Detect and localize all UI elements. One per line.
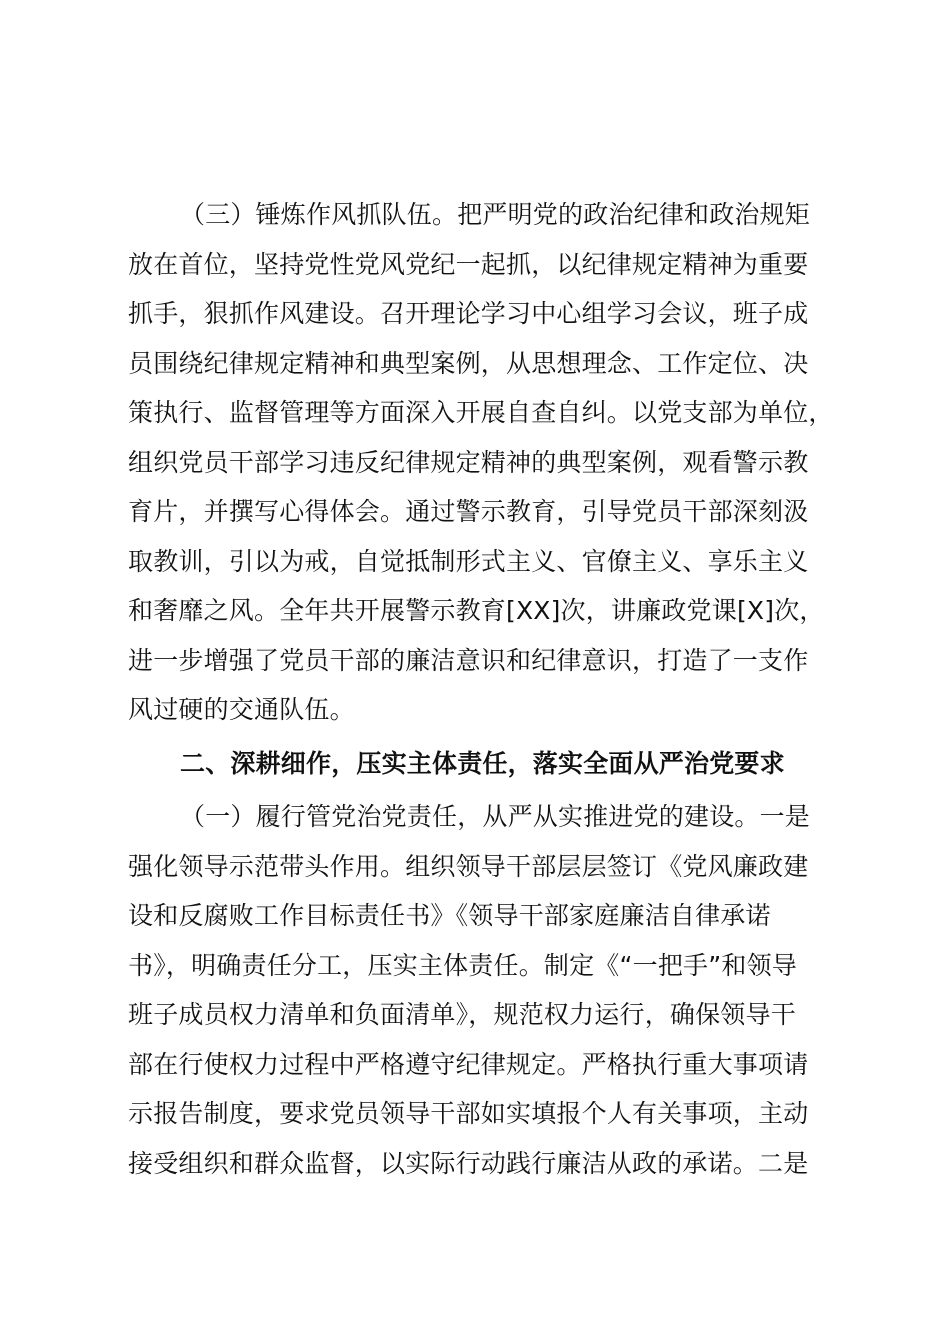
paragraph-line: 放在首位，坚持党性党风党纪一起抓，以纪律规定精神为重要	[128, 249, 809, 279]
paragraph-line: 强化领导示范带头作用。组织领导干部层层签订《党风廉政建	[128, 851, 809, 881]
paragraph-line: 部在行使权力过程中严格遵守纪律规定。严格执行重大事项请	[128, 1049, 809, 1079]
paragraph-line: 员围绕纪律规定精神和典型案例，从思想理念、工作定位、决	[128, 348, 809, 378]
paragraph-line: 抓手，狠抓作风建设。召开理论学习中心组学习会议，班子成	[128, 299, 809, 328]
paragraph-line: 示报告制度，要求党员领导干部如实填报个人有关事项，主动	[128, 1099, 809, 1128]
paragraph-section-3	[128, 190, 834, 735]
paragraph-line: 和奢靡之风。全年共开展警示教育[XX]次，讲廉政党课[X]次，	[128, 596, 825, 625]
paragraph-section-2-1	[128, 792, 828, 1188]
paragraph-line: 风过硬的交通队伍。	[128, 695, 355, 724]
paragraph-line: 策执行、监督管理等方面深入开展自查自纠。以党支部为单位，	[128, 398, 834, 427]
paragraph-line: 书》，明确责任分工，压实主体责任。制定《“一把手”和领导	[128, 950, 798, 980]
paragraph-line: 取教训，引以为戒，自觉抵制形式主义、官僚主义、享乐主义	[128, 546, 809, 576]
paragraph-line: （三）锤炼作风抓队伍。把严明党的政治纪律和政治规矩	[180, 200, 811, 229]
document-body	[128, 190, 834, 1188]
paragraph-line: 班子成员权力清单和负面清单》，规范权力运行，确保领导干	[128, 1000, 796, 1029]
paragraph-line: 设和反腐败工作目标责任书》《领导干部家庭廉洁自律承诺	[128, 901, 771, 930]
paragraph-line: 接受组织和群众监督，以实际行动践行廉洁从政的承诺。二是	[128, 1148, 809, 1178]
section-heading: 二、深耕细作，压实主体责任，落实全面从严治党要求	[180, 748, 785, 778]
paragraph-line: 组织党员干部学习违反纪律规定精神的典型案例，观看警示教	[128, 447, 809, 477]
paragraph-line: （一）履行管党治党责任，从严从实推进党的建设。一是	[180, 802, 811, 831]
paragraph-line: 育片，并撰写心得体会。通过警示教育，引导党员干部深刻汲	[128, 497, 809, 526]
paragraph-line: 进一步增强了党员干部的廉洁意识和纪律意识，打造了一支作	[128, 645, 809, 675]
